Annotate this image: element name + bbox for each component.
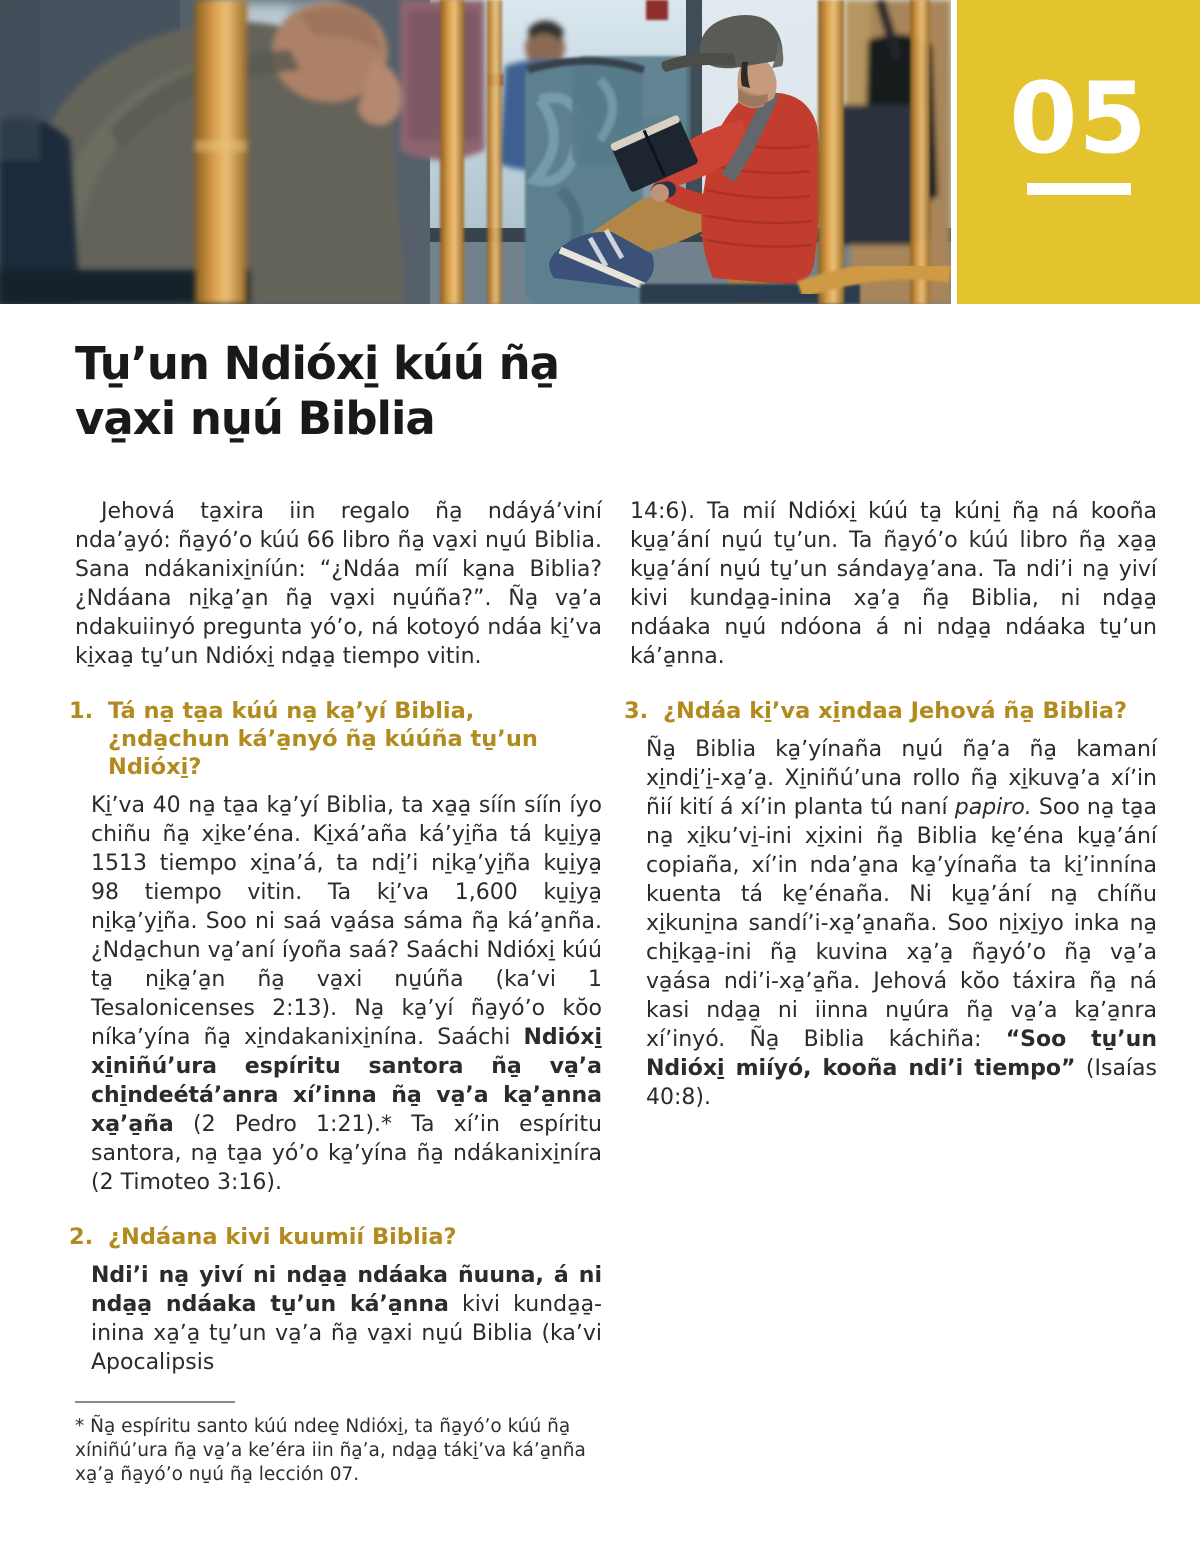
page-title (75, 336, 559, 446)
section-2-paragraph (75, 1261, 602, 1377)
hero (0, 0, 1200, 304)
page-title-line1: Tu̱ʼun Ndióxi̱ kúú ña̱ (75, 337, 560, 390)
section-1-number: 1. (69, 698, 94, 724)
section-2-continuation: 14:6). Ta mií Ndióxi̱ kúú ta̱ kúni̱ ña̱ ná kooña ku̱a̱ʼání nu̱ú tu̱ʼun. Ta ña̱yóʼo kúú libro ña̱ xa̱a̱ ku̱a̱ʼání nu̱ú tu̱ʼun sándaya̱ʼana. Ta ndiʼi na̱ yiví kivi kunda̱a̱-inina xa̱ʼa̱ ña̱ Biblia, ni nda̱a̱ ndáaka nu̱ú ndóona á ni nda̱a̱ ndáaka tu̱ʼun káʼa̱nna. (630, 499, 1157, 669)
lesson-badge (957, 0, 1200, 304)
s3-text: Ña̱ Biblia ka̱ʼyínaña nu̱ú ña̱ʼa ña̱ kamaní xi̱ndi̱ʼi̱-xa̱ʼa̱. Xi̱niñúʼuna rollo ña̱ xi̱kuva̱ʼa xíʼin ñií kití á xíʼin planta tú naní (646, 737, 1157, 820)
section-3-paragraph (630, 735, 1157, 1112)
section-2-heading-text: ¿Ndáana kivi kuumií Biblia? (108, 1224, 457, 1250)
s2-text: kivi kunda̱a̱-inina xa̱ʼa̱ tu̱ʼun va̱ʼa ña̱ va̱xi nu̱ú Biblia (kaʼvi Apocalipsis (91, 1292, 602, 1375)
s1-text: Ki̱ʼva 40 na̱ ta̱a ka̱ʼyí Biblia, ta xa̱a̱ síín síín íyo chiñu ña̱ xi̱keʼéna. Ki̱xáʼaña káʼyi̱ña tá ku̱i̱ya̱ 1513 tiempo xi̱naʼá, ta ndi̱ʼi ni̱ka̱ʼyi̱ña ku̱i̱ya̱ 98 tiempo vitin. Ta ki̱ʼva 1,600 ku̱i̱ya̱ ni̱ka̱ʼyi̱ña. Soo ni saá va̱ása sáma ña̱ káʼa̱nña. ¿Nda̱chun va̱ʼaní íyoña saá? Saáchi Ndióxi̱ kúú ta̱ ni̱ka̱ʼa̱n ña̱ va̱xi nu̱úña (kaʼvi 1 Tesalonicenses 2:13). Na̱ ka̱ʼyí ña̱yóʼo kŏo níkaʼyína ña̱ xi̱ndakanixi̱nína. Saáchi (91, 793, 602, 1050)
s3-italic-text: papiro. (954, 795, 1032, 820)
section-2-heading (69, 1223, 602, 1251)
section-1-heading-text: Tá na̱ ta̱a kúú na̱ ka̱ʼyí Biblia, ¿nda̱chun káʼa̱nyó ña̱ kúúña tu̱ʼun Ndióxi̱? (108, 698, 538, 780)
lesson-number-underline (1027, 183, 1131, 195)
section-3-heading (624, 697, 1157, 725)
lesson-number: 05 (1009, 62, 1148, 176)
section-2-number: 2. (69, 1224, 94, 1250)
section-1-paragraph (75, 791, 602, 1197)
column-left (69, 497, 602, 1487)
footnote-rule (75, 1401, 235, 1403)
s3-text-end: (Isaías 40:8). (646, 1056, 1157, 1110)
s1-bold-text: Ndióxi̱ xi̱niñúʼura espíritu santora ña̱ va̱ʼa chi̱ndeétáʼanra xíʼinna ña̱ va̱ʼa ka̱ʼa̱nna xa̱ʼa̱ña (91, 1025, 602, 1137)
footnote: * Ña̱ espíritu santo kúú ndee̱ Ndióxi̱, ta ña̱yóʼo kúú ña̱ xíniñúʼura ña̱ va̱ʼa keʼéra iin ña̱ʼa, nda̱a̱ táki̱ʼva káʼa̱nña xa̱ʼa̱ ña̱yóʼo nu̱ú ña̱ lección 07. (75, 1416, 586, 1485)
section-1-heading (69, 697, 602, 781)
s3-text-mid: Soo na̱ ta̱a na̱ xi̱kuʼvi̱-ini xi̱xini ña̱ Biblia ke̱ʼéna ku̱a̱ʼání copiaña, xíʼin ndaʼa̱na ka̱ʼyínaña ta ki̱ʼinnína kuenta tá ke̱ʼénaña. Ni ku̱a̱ʼání na̱ chíñu xi̱kuni̱na sandíʼi-xa̱ʼa̱naña. Soo ni̱xi̱yo inka na̱ chi̱ka̱a̱-ini ña̱ kuvina xa̱ʼa̱ ña̱yóʼo ña̱ va̱ʼa va̱ása ndiʼi-xa̱ʼa̱ña. Jehová kŏo táxira ña̱ ná kasi nda̱a̱ ni iinna nu̱úra ña̱ va̱ʼa ka̱ʼa̱nra xíʼinyó. Ña̱ Biblia káchiña: (646, 795, 1157, 1052)
s1-text-end: (2 Pedro 1:21).* Ta xíʼin espíritu santora, na̱ ta̱a yóʼo ka̱ʼyína ña̱ ndákanixi̱níra (2 Timoteo 3:16). (91, 1112, 602, 1195)
hero-photo (0, 0, 951, 304)
section-3-heading-text: ¿Ndáa ki̱ʼva xi̱ndaa Jehová ña̱ Biblia? (663, 698, 1128, 724)
column-right (624, 497, 1157, 1112)
section-3-number: 3. (624, 698, 649, 724)
s3-bold-quote: “Soo tu̱ʼun Ndióxi̱ miíyó, kooña ndiʼi tiempo” (646, 1027, 1157, 1081)
s2-bold-text: Ndiʼi na̱ yiví ni nda̱a̱ ndáaka ñuuna, á ni nda̱a̱ ndáaka tu̱ʼun káʼa̱nna (91, 1263, 602, 1317)
intro-paragraph: Jehová ta̱xira iin regalo ña̱ ndáyáʼviní ndaʼa̱yó: ña̱yóʼo kúú 66 libro ña̱ va̱xi nu̱ú Biblia. Sana ndákanixi̱níún: “¿Ndáa míí ka̱na Biblia? ¿Ndáana ni̱ka̱ʼa̱n ña̱ va̱xi nu̱úña?”. Ña̱ va̱ʼa ndakuiinyó pregunta yóʼo, ná kotoyó ndáa ki̱ʼva ki̱xaa̱ tu̱ʼun Ndióxi̱ nda̱a̱ tiempo vitin. (75, 499, 602, 669)
page-title-line2: va̱xi nu̱ú Biblia (75, 392, 435, 445)
